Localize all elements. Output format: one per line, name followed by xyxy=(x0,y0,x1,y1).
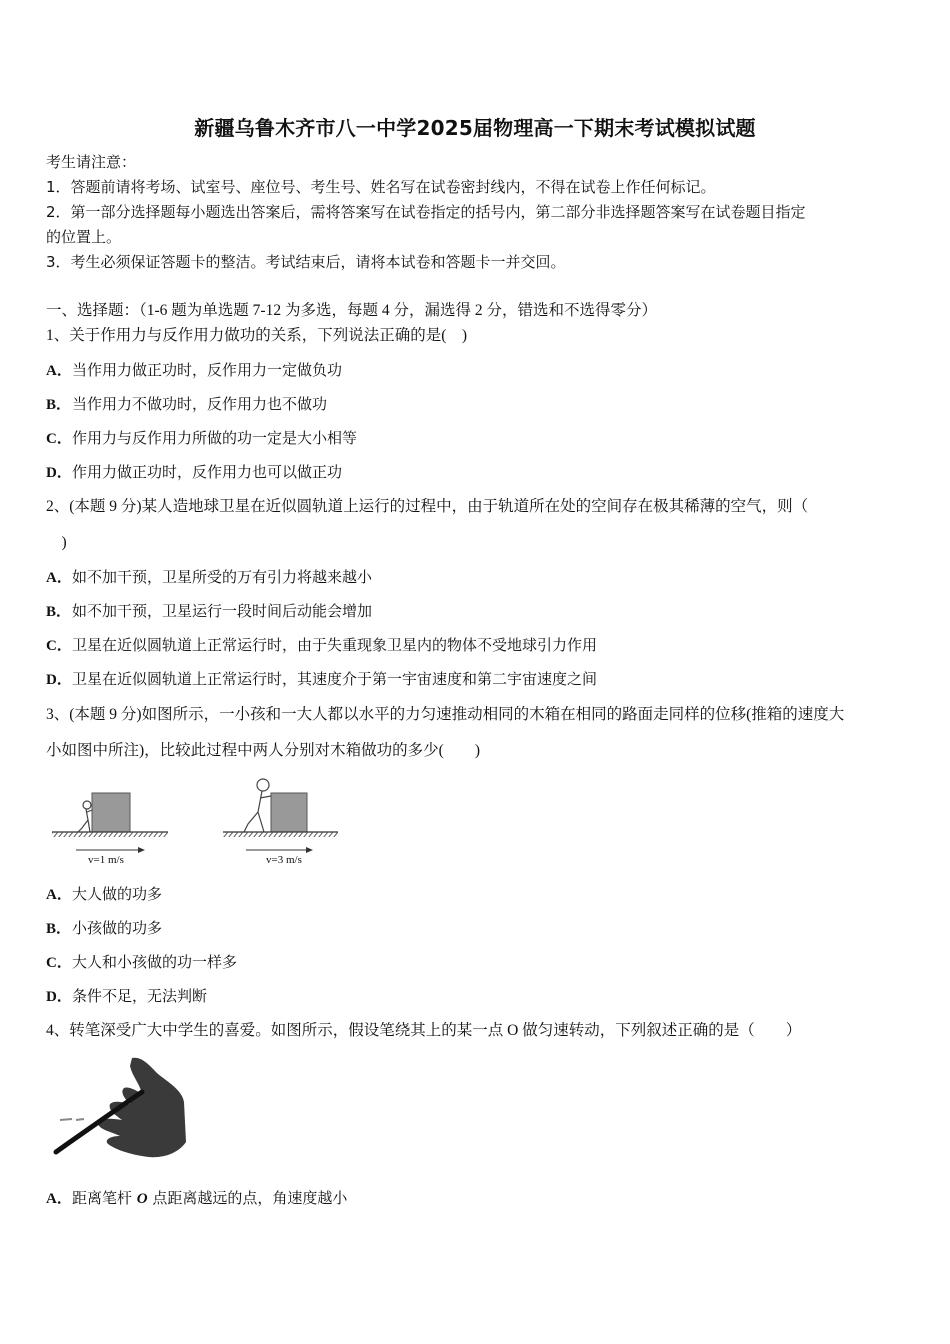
option-letter: B． xyxy=(46,604,72,620)
question-3-stem-cont: 小如图中所注)，比较此过程中两人分别对木箱做功的多少( ) xyxy=(46,742,480,759)
option-text: 条件不足，无法判断 xyxy=(72,987,208,1005)
section-heading: 一、选择题：（1-6 题为单选题 7-12 为多选，每题 4 分，漏选得 2 分，错选和不选得零分） xyxy=(46,302,657,319)
question-2-stem: 2、(本题 9 分)某人造地球卫星在近似圆轨道上运行的过程中，由于轨道所在处的空间存在极其稀薄的空气，则（ xyxy=(46,498,809,515)
child-speed-label: v=1 m/s xyxy=(88,854,124,866)
notice-item-1: 1．答题前请将考场、试室号、座位号、考生号、姓名写在试卷密封线内，不得在试卷上作任何标记。 xyxy=(46,178,716,196)
option-text-after: 点距离越远的点，角速度越小 xyxy=(147,1189,348,1207)
option-letter: C． xyxy=(46,638,72,654)
pen-spinning-figure xyxy=(50,1052,195,1162)
option-text: 作用力与反作用力所做的功一定是大小相等 xyxy=(72,429,358,447)
point-o-italic: O xyxy=(136,1191,148,1207)
option-text: 卫星在近似圆轨道上正常运行时，由于失重现象卫星内的物体不受地球引力作用 xyxy=(72,636,598,654)
option-letter: D． xyxy=(46,465,72,481)
question-1-option-a[interactable] xyxy=(46,360,342,381)
notice-item-2: 2．第一部分选择题每小题选出答案后，需将答案写在试卷指定的括号内，第二部分非选择题答案写在试卷题目指定 xyxy=(46,203,806,221)
notice-item-3: 3．考生必须保证答题卡的整洁。考试结束后，请将本试卷和答题卡一并交回。 xyxy=(46,253,566,271)
option-letter: A． xyxy=(46,887,72,903)
question-2-option-a[interactable] xyxy=(46,567,372,588)
question-4-stem: 4、转笔深受广大中学生的喜爱。如图所示，假设笔绕其上的某一点 O 做匀速转动，下列叙述正确的是（ ） xyxy=(46,1022,802,1039)
option-letter: A． xyxy=(46,1191,72,1207)
question-3-option-b[interactable] xyxy=(46,918,162,939)
option-text: 作用力做正功时，反作用力也可以做正功 xyxy=(72,463,343,481)
option-letter: B． xyxy=(46,397,72,413)
option-letter: A． xyxy=(46,570,72,586)
option-text: 如不加干预，卫星所受的万有引力将越来越小 xyxy=(72,568,373,586)
option-letter: B． xyxy=(46,921,72,937)
question-3-option-c[interactable] xyxy=(46,952,237,973)
pushing-box-figure xyxy=(48,772,338,872)
option-text: 卫星在近似圆轨道上正常运行时，其速度介于第一宇宙速度和第二宇宙速度之间 xyxy=(72,670,598,688)
option-text: 大人做的功多 xyxy=(72,885,163,903)
question-1-option-d[interactable] xyxy=(46,462,342,483)
option-letter: A． xyxy=(46,363,72,379)
hand-spinning-pen-illustration xyxy=(50,1052,195,1162)
notice-heading: 考生请注意： xyxy=(46,153,137,171)
page-title: 新疆乌鲁木齐市八一中学2025届物理高一下期末考试模拟试题 xyxy=(194,116,756,140)
option-text: 大人和小孩做的功一样多 xyxy=(72,953,238,971)
question-2-option-c[interactable] xyxy=(46,635,597,656)
question-1-option-c[interactable] xyxy=(46,428,357,449)
question-2-option-b[interactable] xyxy=(46,601,372,622)
question-1-option-b[interactable] xyxy=(46,394,327,415)
question-3-stem: 3、(本题 9 分)如图所示，一小孩和一大人都以水平的力匀速推动相同的木箱在相同的路面走同样的位移(推箱的速度大 xyxy=(46,706,845,723)
option-letter: C． xyxy=(46,431,72,447)
question-3-option-d[interactable] xyxy=(46,986,207,1007)
option-text: 如不加干预，卫星运行一段时间后动能会增加 xyxy=(72,602,373,620)
option-text: 小孩做的功多 xyxy=(72,919,163,937)
option-letter: D． xyxy=(46,989,72,1005)
question-2-stem-cont: ) xyxy=(46,534,67,551)
question-4-option-a[interactable] xyxy=(46,1188,347,1209)
question-1-stem: 1、关于作用力与反作用力做功的关系，下列说法正确的是( ) xyxy=(46,327,468,344)
option-text-before: 距离笔杆 xyxy=(72,1189,137,1207)
option-letter: D． xyxy=(46,672,72,688)
adult-speed-label: v=3 m/s xyxy=(266,854,302,866)
question-3-option-a[interactable] xyxy=(46,884,162,905)
question-2-option-d[interactable] xyxy=(46,669,597,690)
option-text: 当作用力不做功时，反作用力也不做功 xyxy=(72,395,328,413)
notice-item-2-cont: 的位置上。 xyxy=(46,228,122,246)
option-letter: C． xyxy=(46,955,72,971)
option-text: 当作用力做正功时，反作用力一定做负功 xyxy=(72,361,343,379)
